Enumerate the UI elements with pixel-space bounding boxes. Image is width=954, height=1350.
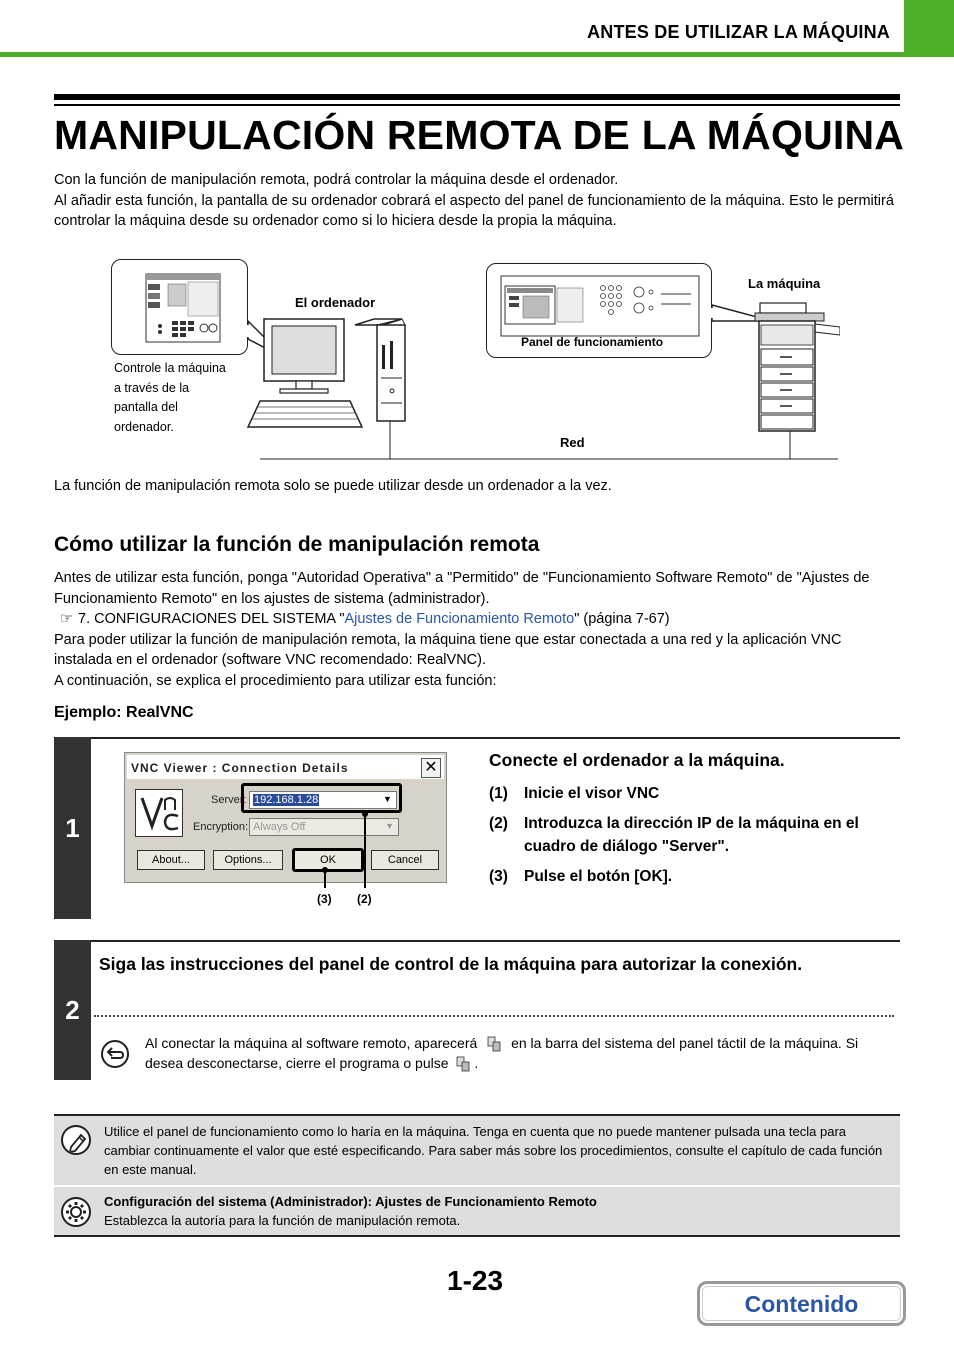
reference-icon: ☞ — [60, 611, 73, 627]
computer-note-line: ordenador. — [114, 419, 174, 434]
computer-label: El ordenador — [295, 295, 376, 310]
header-bar — [0, 52, 954, 57]
detail-part: Al conectar la máquina al software remoto, aparecerá — [145, 1035, 478, 1051]
item-number: (3) — [489, 868, 508, 885]
encryption-label: Encryption: — [193, 821, 249, 833]
server-label: Server: — [211, 794, 247, 806]
title-rule — [54, 94, 900, 100]
reference-line — [54, 609, 900, 630]
callout-ok-number: (3) — [317, 892, 332, 906]
vnc-logo-mark — [136, 790, 182, 836]
example-label: Ejemplo: RealVNC — [54, 704, 194, 721]
step-1-item — [489, 865, 672, 888]
section-body — [54, 568, 900, 691]
computer-note — [114, 359, 254, 437]
computer-note-line: pantalla del — [114, 400, 178, 414]
detail-part: . — [474, 1055, 479, 1071]
ok-button[interactable]: OK — [293, 850, 363, 870]
intro — [54, 170, 900, 232]
close-icon[interactable]: ✕ — [421, 758, 441, 778]
detail-part: en la barra del sistema del panel táctil de la máquina. Si desea desconectarse, cierre el programa o pulse — [145, 1035, 859, 1071]
step-1-item — [489, 782, 659, 805]
tip-note — [54, 1116, 900, 1185]
options-button[interactable]: Options... — [213, 850, 283, 870]
section-heading: Cómo utilizar la función de manipulación remota — [54, 533, 540, 556]
vnc-connection-dialog — [124, 752, 447, 883]
dotted-divider — [94, 1015, 894, 1017]
callout-lines — [316, 808, 376, 890]
panel-label: Panel de funcionamiento — [521, 335, 664, 349]
about-button[interactable]: About... — [137, 850, 205, 870]
back-icon — [100, 1039, 130, 1069]
settings-text: Establezca la autoría para la función de manipulación remota. — [104, 1213, 461, 1228]
reference-suffix: " (página 7-67) — [574, 611, 670, 627]
item-text: Pulse el botón [OK]. — [524, 868, 673, 885]
title-rule-thin — [54, 104, 900, 106]
reference-prefix: 7. CONFIGURACIONES DEL SISTEMA " — [78, 611, 345, 627]
settings-note — [54, 1187, 900, 1235]
section-p2: Para poder utilizar la función de manipulación remota, la máquina tiene que estar conectada a una red y la aplicación VNC instalada en el ordenador (software VNC recomendado: RealVNC). — [54, 631, 842, 668]
remote-connection-icon[interactable] — [452, 1056, 474, 1072]
remote-connection-glyph — [455, 1056, 471, 1072]
chevron-down-icon[interactable]: ▼ — [383, 794, 392, 804]
section-p3: A continuación, se explica el procedimiento para utilizar esta función: — [54, 672, 497, 689]
item-text: Introduzca la dirección IP de la máquina en el cuadro de diálogo "Server". — [524, 815, 859, 855]
pencil-icon — [61, 1125, 91, 1155]
step-2-heading: Siga las instrucciones del panel de control de la máquina para autorizar la conexión. — [99, 954, 803, 974]
step-2-detail — [145, 1033, 885, 1073]
vnc-logo-icon — [135, 789, 183, 837]
step-rule — [91, 940, 900, 942]
tip-text: Utilice el panel de funcionamiento como lo haría en la máquina. Tenga en cuenta que no puede mantener pulsada una tecla para cambiar continuamente el valor que esté especificando. Para saber más sobre los procedimientos, consulte el capítulo de cada función en este manual. — [104, 1124, 883, 1177]
machine-label: La máquina — [748, 276, 821, 291]
network-label: Red — [560, 435, 585, 450]
computer-note-line: a través de la — [114, 380, 190, 395]
header-tab — [904, 0, 954, 57]
contents-button[interactable]: Contenido — [697, 1281, 906, 1326]
encryption-value: Always Off — [253, 821, 306, 833]
cancel-button[interactable]: Cancel — [371, 850, 439, 870]
section-header: ANTES DE UTILIZAR LA MÁQUINA — [587, 22, 890, 42]
step-number: 2 — [54, 940, 91, 1080]
callout-server-number: (2) — [357, 892, 372, 906]
step-1-item — [489, 812, 894, 858]
page-title: MANIPULACIÓN REMOTA DE LA MÁQUINA — [54, 112, 905, 158]
reference-link[interactable]: Ajustes de Funcionamiento Remoto — [344, 611, 575, 627]
item-number: (2) — [489, 815, 508, 832]
step-1-heading: Conecte el ordenador a la máquina. — [489, 750, 785, 770]
intro-line1: Con la función de manipulación remota, podrá controlar la máquina desde el ordenador. — [54, 172, 619, 188]
dialog-title: VNC Viewer : Connection Details — [131, 761, 349, 775]
intro-line2: Al añadir esta función, la pantalla de su ordenador cobrará el aspecto del panel de funcionamiento de la máquina. Esto le permitirá controlar la máquina desde su ordenador como si lo hiciera desde la propia la máquina. — [54, 192, 894, 229]
server-value: 192.168.1.28 — [254, 794, 319, 806]
chevron-down-icon: ▼ — [385, 821, 394, 831]
item-text: Inicie el visor VNC — [524, 785, 660, 802]
step-number: 1 — [54, 737, 91, 919]
computer-note-line: Controle la máquina — [114, 361, 226, 375]
single-user-note: La función de manipulación remota solo se puede utilizar desde un ordenador a la vez. — [54, 478, 612, 494]
step-rule — [91, 737, 900, 739]
section-p1: Antes de utilizar esta función, ponga "Autoridad Operativa" a "Permitido" de "Funcionamiento Software Remoto" de "Ajustes de Funcionamiento Remoto" en los ajustes de sistema (administrador). — [54, 570, 870, 607]
settings-title: Configuración del sistema (Administrador): Ajustes de Funcionamiento Remoto — [104, 1194, 597, 1209]
dialog-titlebar — [127, 755, 444, 779]
gear-icon — [61, 1197, 91, 1227]
remote-connection-icon — [481, 1036, 507, 1052]
remote-connection-glyph — [486, 1036, 502, 1052]
page-number: 1-23 — [447, 1265, 504, 1296]
notes-rule-bottom — [54, 1235, 900, 1237]
remote-operation-illustration — [100, 255, 840, 465]
item-number: (1) — [489, 785, 508, 802]
